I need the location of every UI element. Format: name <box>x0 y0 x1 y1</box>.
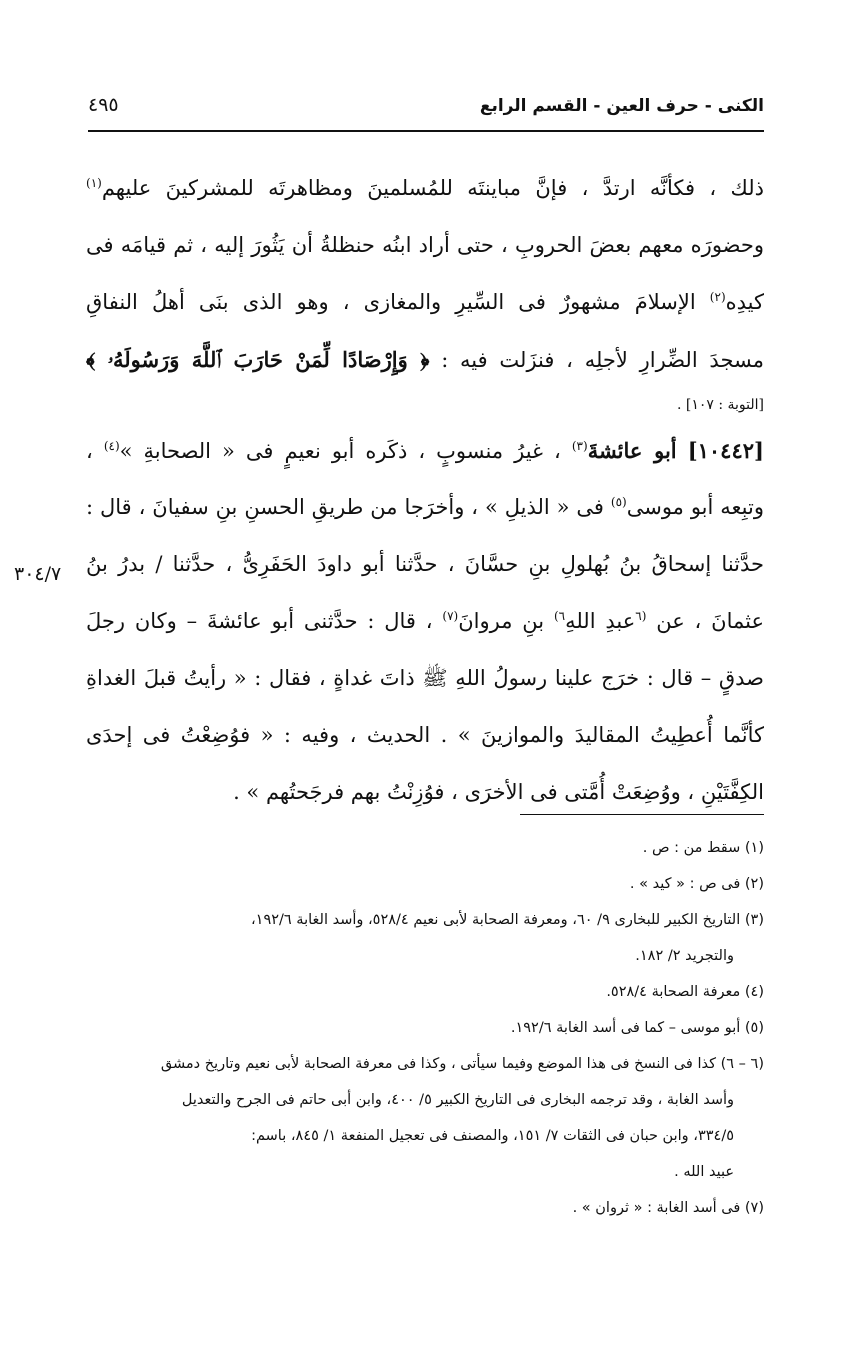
footnotes <box>86 830 764 1226</box>
quran-verse: ﴿ وَإِرْصَادًا لِّمَنْ حَارَبَ ٱللَّهَ وَرَسُولَهُۥ ﴾ <box>86 347 430 372</box>
footnote: (٧) فى أسد الغابة : « ثروان » . <box>572 1200 764 1216</box>
footnote: (٦ – ٦) كذا فى النسخ فى هذا الموضع وفيما سيأتى ، وكذا فى معرفة الصحابة لأبى نعيم وتاريخ دمشق <box>160 1056 764 1072</box>
footnote-continuation: عبيد الله . <box>674 1164 734 1180</box>
text-line: كأنَّما أُعطِيتُ المقاليدَ والموازينَ » . الحديث ، وفيه : « فوُضِعْتُ فى إحدَى <box>86 723 764 747</box>
footnote: (٥) أبو موسى – كما فى أسد الغابة ١٩٢/٦. <box>510 1020 764 1036</box>
running-title: الكنى - حرف العين - القسم الرابع <box>479 96 764 116</box>
entry-name: أبو عائشةَ <box>587 438 677 463</box>
text-line: حدَّثنا إسحاقُ بنُ بُهلولِ بنِ حسَّانَ ، حدَّثنا أبو داودَ الحَفَرِىُّ ، حدَّثنا / بدرُ بنُ <box>86 552 764 576</box>
text-line: ذلك ، فكأنَّه ارتدَّ ، فإنَّ مباينتَه للمُسلمينَ ومظاهرتَه للمشركينَ عليهم$^{(١)}$ <box>86 176 764 200</box>
entry-heading-line: [١٠٤٤٢] أبو عائشةَ$^{(٣)}$ ، غيرُ منسوبٍ ، ذكَره أبو نعيمٍ فى « الصحابةِ »$^{(٤)}$ ، <box>86 438 764 463</box>
page-header <box>88 96 764 132</box>
page-number: ٤٩٥ <box>88 94 119 116</box>
text-line: وتبِعه أبو موسى$^{(٥)}$ فى « الذيلِ » ، وأخرَجا من طريقِ الحسنِ بنِ سفيانَ ، قال : <box>86 495 764 519</box>
text-line: مسجدَ الضِّرارِ لأجلِه ، فنزَلت فيه : ﴿ وَإِرْصَادًا لِّمَنْ حَارَبَ ٱللَّهَ وَرَسُولَهُۥ ﴾ <box>86 347 764 372</box>
footnote-ref: (٢) <box>709 290 726 304</box>
footnote-ref: (٥) <box>610 495 627 509</box>
entry-number: [١٠٤٤٢] <box>687 438 764 463</box>
footnote-ref: (١) <box>86 176 102 190</box>
footnote: (٣) التاريخ الكبير للبخارى ٩/ ٦٠، ومعرفة الصحابة لأبى نعيم ٥٢٨/٤، وأسد الغابة ١٩٢/٦، <box>250 912 764 928</box>
text-line: الكِفَّتَيْنِ ، ووُضِعَتْ أُمَّتى فى الأخرَى ، فوُزِنْتُ بهم فرجَحتُهم » . <box>233 780 764 804</box>
footnote-ref: (٤) <box>103 439 120 453</box>
footnote-ref: ٦) <box>553 609 566 623</box>
main-text <box>86 160 764 821</box>
footnote-ref: (٦ <box>635 609 647 623</box>
footnote-ref: (٣) <box>571 439 588 453</box>
footnote: (٢) فى ص : « كيد » . <box>629 876 764 892</box>
text-line: صدقٍ – قال : خرَج علينا رسولُ اللهِ ﷺ ذاتَ غداةٍ ، فقال : « رأيتُ قبلَ الغداةِ <box>86 666 764 690</box>
footnote-ref: (٧) <box>442 609 459 623</box>
footnote-divider <box>520 814 764 815</box>
footnote-continuation: وأسد الغابة ، وقد ترجمه البخارى فى التاريخ الكبير ٥/ ٤٠٠، وابن أبى حاتم فى الجرح والتعديل <box>181 1092 734 1108</box>
footnote: (٤) معرفة الصحابة ٥٢٨/٤. <box>606 984 764 1000</box>
margin-volume-reference: ٣٠٤/٧ <box>14 563 62 585</box>
text-line: [التوبة : ١٠٧] . <box>676 397 764 413</box>
text-line: عثمانَ ، عن $^{(٦}$عبدِ اللهِ$^{٦)}$ بنِ مروانَ$^{(٧)}$ ، قال : حدَّثنى أبو عائشةَ – وكان رجلَ <box>86 609 764 633</box>
footnote-continuation: ٣٣٤/٥، وابن حبان فى الثقات ٧/ ١٥١، والمصنف فى تعجيل المنفعة ١/ ٨٤٥، باسم: <box>251 1128 734 1144</box>
text-line: وحضورَه معهم بعضَ الحروبِ ، حتى أراد ابنُه حنظلةُ أن يَثُورَ إليه ، ثم قيامَه فى <box>86 233 764 257</box>
text-line: كيدِه$^{(٢)}$ الإسلامَ مشهورٌ فى السِّيرِ والمغازى ، وهو الذى بنَى أهلُ النفاقِ <box>86 290 764 314</box>
footnote: (١) سقط من : ص . <box>642 840 764 856</box>
footnote-continuation: والتجريد ٢/ ١٨٢. <box>635 948 734 964</box>
